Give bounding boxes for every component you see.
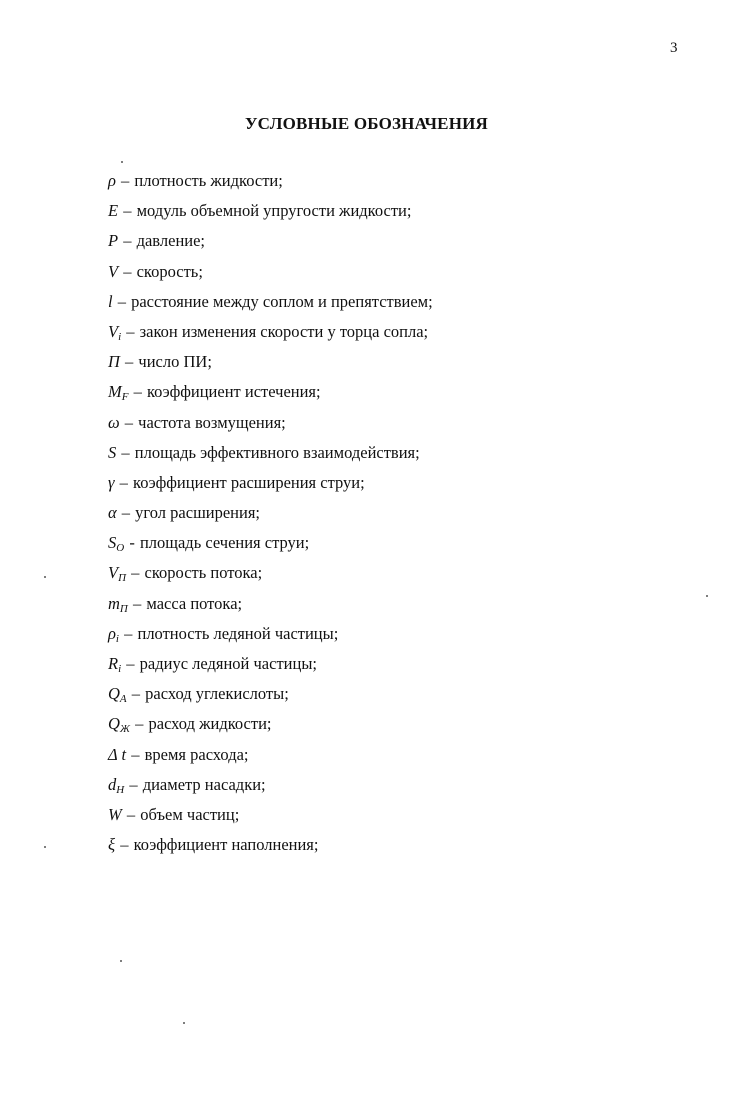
- symbol-subscript: П: [119, 602, 128, 615]
- symbol-item: [108, 653, 688, 683]
- symbol-letter: ξ: [108, 835, 116, 855]
- symbol-letter: R: [108, 654, 119, 673]
- symbol-notation: [108, 775, 124, 794]
- symbol-description: частота возмущения;: [138, 412, 286, 432]
- symbol-description: давление;: [136, 231, 206, 251]
- symbol-separator: –: [119, 623, 137, 643]
- symbol-item: [108, 774, 688, 804]
- symbol-subscript: H: [116, 783, 125, 796]
- scan-speck: [183, 1022, 185, 1024]
- symbol-letter: l: [108, 291, 113, 311]
- symbol-item: [108, 623, 688, 653]
- symbol-description: число ПИ;: [138, 352, 212, 372]
- symbol-notation: [108, 231, 118, 250]
- page-title: УСЛОВНЫЕ ОБОЗНАЧЕНИЯ: [244, 114, 489, 133]
- scan-speck: [44, 576, 46, 578]
- symbol-item: [108, 381, 688, 411]
- symbol-notation: [108, 503, 117, 522]
- scan-speck: [706, 595, 708, 597]
- symbol-letter: ρ: [108, 623, 116, 643]
- symbol-notation: [108, 714, 130, 736]
- symbol-separator: –: [120, 352, 138, 372]
- symbol-description: расстояние между соплом и препятствием;: [131, 291, 433, 311]
- symbol-item: [108, 562, 688, 592]
- symbol-subscript: i: [118, 330, 122, 343]
- symbol-subscript: A: [119, 693, 127, 706]
- symbol-description: коэффициент наполнения;: [133, 835, 319, 855]
- symbol-item: [108, 200, 688, 230]
- symbol-separator: –: [128, 593, 146, 613]
- symbol-separator: –: [113, 291, 131, 311]
- symbol-description: коэффициент истечения;: [146, 382, 321, 402]
- symbol-subscript: Ж: [119, 723, 130, 736]
- symbol-item: [108, 804, 688, 834]
- symbol-separator: –: [129, 382, 146, 402]
- symbol-letter: α: [108, 503, 117, 523]
- symbol-item: [108, 321, 688, 351]
- symbol-notation: [108, 382, 129, 404]
- symbol-separator: –: [122, 654, 139, 673]
- symbol-item: [108, 532, 688, 562]
- symbol-separator: –: [122, 804, 140, 824]
- symbol-separator: –: [127, 684, 145, 704]
- symbol-description: модуль объемной упругости жидкости;: [136, 201, 412, 221]
- symbol-notation: [108, 171, 116, 190]
- symbol-letter: E: [108, 201, 119, 221]
- symbol-letter: Δ t: [108, 744, 127, 764]
- symbol-description: диаметр насадки;: [142, 774, 266, 794]
- symbol-description: угол расширения;: [135, 503, 261, 523]
- symbol-description: радиус ледяной частицы;: [139, 654, 317, 673]
- symbol-letter: ρ: [108, 171, 116, 190]
- symbol-item: [108, 170, 688, 200]
- symbol-notation: [108, 262, 118, 281]
- symbol-separator: –: [119, 201, 136, 221]
- symbol-description: расход углекислоты;: [145, 684, 289, 704]
- symbol-description: скорость;: [136, 261, 203, 281]
- symbol-subscript: i: [115, 632, 119, 645]
- symbol-letter: S: [108, 442, 117, 462]
- symbol-notation: [108, 201, 118, 220]
- symbol-description: масса потока;: [146, 593, 243, 613]
- scan-speck: [121, 161, 123, 163]
- symbol-notation: [108, 563, 127, 585]
- symbol-letter: Q: [108, 714, 120, 734]
- symbol-letter: ω: [108, 412, 120, 432]
- symbol-letter: V: [108, 563, 119, 583]
- symbol-notation: [108, 684, 127, 706]
- scan-speck: [120, 960, 122, 962]
- symbol-description: скорость потока;: [144, 563, 263, 583]
- symbol-notation: [108, 443, 116, 462]
- symbol-description: плотность ледяной частицы;: [137, 623, 339, 643]
- symbol-item: [108, 744, 688, 774]
- symbol-notation: [108, 654, 121, 673]
- symbol-item: [108, 472, 688, 502]
- symbol-item: [108, 834, 688, 864]
- symbol-letter: m: [108, 593, 120, 613]
- symbol-notation: [108, 533, 125, 555]
- symbol-separator: –: [122, 321, 139, 341]
- symbol-description: площадь сечения струи;: [139, 533, 310, 553]
- symbol-item: [108, 230, 688, 260]
- page-number: 3: [670, 40, 678, 56]
- symbol-separator: –: [116, 835, 133, 855]
- symbol-letter: V: [108, 321, 119, 341]
- symbol-notation: [108, 473, 115, 492]
- symbol-item: [108, 442, 688, 472]
- symbol-item: [108, 412, 688, 442]
- scan-speck: [44, 846, 46, 848]
- symbol-description: объем частиц;: [140, 804, 240, 824]
- symbol-separator: –: [127, 563, 144, 583]
- symbol-description: коэффициент расширения струи;: [133, 472, 365, 492]
- symbol-item: [108, 261, 688, 291]
- symbol-notation: [108, 594, 128, 613]
- symbol-letter: S: [108, 533, 117, 553]
- symbol-separator: –: [116, 171, 134, 190]
- symbol-letter: V: [108, 261, 119, 281]
- symbol-subscript: O: [116, 542, 125, 555]
- symbol-letter: d: [108, 774, 117, 794]
- symbol-item: [108, 713, 688, 743]
- symbol-notation: [108, 292, 113, 311]
- symbol-subscript: F: [121, 391, 129, 404]
- symbol-letter: M: [108, 382, 122, 402]
- symbol-separator: –: [117, 503, 135, 523]
- symbol-letter: W: [108, 804, 122, 824]
- symbol-separator: –: [119, 231, 136, 251]
- symbol-item: [108, 683, 688, 713]
- symbol-description: закон изменения скорости у торца сопла;: [139, 321, 429, 341]
- symbol-description: площадь эффективного взаимодействия;: [134, 442, 420, 462]
- symbol-notation: [108, 322, 121, 341]
- symbol-letter: γ: [108, 472, 115, 492]
- symbol-description: расход жидкости;: [148, 714, 272, 734]
- symbol-separator: –: [125, 774, 142, 794]
- symbol-item: [108, 291, 688, 321]
- symbol-description: время расхода;: [144, 744, 249, 764]
- symbol-notation: [108, 745, 126, 764]
- symbol-notation: [108, 352, 120, 371]
- symbol-subscript: П: [118, 572, 127, 585]
- symbol-separator: –: [131, 714, 148, 734]
- symbol-notation: [108, 413, 120, 432]
- symbol-separator: -: [125, 533, 139, 553]
- symbol-item: [108, 593, 688, 623]
- symbol-separator: –: [127, 744, 144, 764]
- symbol-list: [108, 170, 688, 864]
- symbol-subscript: i: [118, 663, 122, 675]
- symbol-notation: [108, 805, 122, 824]
- symbol-description: плотность жидкости;: [134, 171, 283, 190]
- symbol-separator: –: [119, 261, 136, 281]
- symbol-separator: –: [117, 442, 134, 462]
- symbol-separator: –: [115, 472, 133, 492]
- symbol-notation: [108, 624, 119, 643]
- symbol-letter: П: [108, 352, 120, 372]
- symbol-item: [108, 351, 688, 381]
- symbol-letter: Q: [108, 684, 120, 704]
- symbol-letter: P: [108, 231, 119, 251]
- symbol-item: [108, 502, 688, 532]
- symbol-separator: –: [120, 412, 138, 432]
